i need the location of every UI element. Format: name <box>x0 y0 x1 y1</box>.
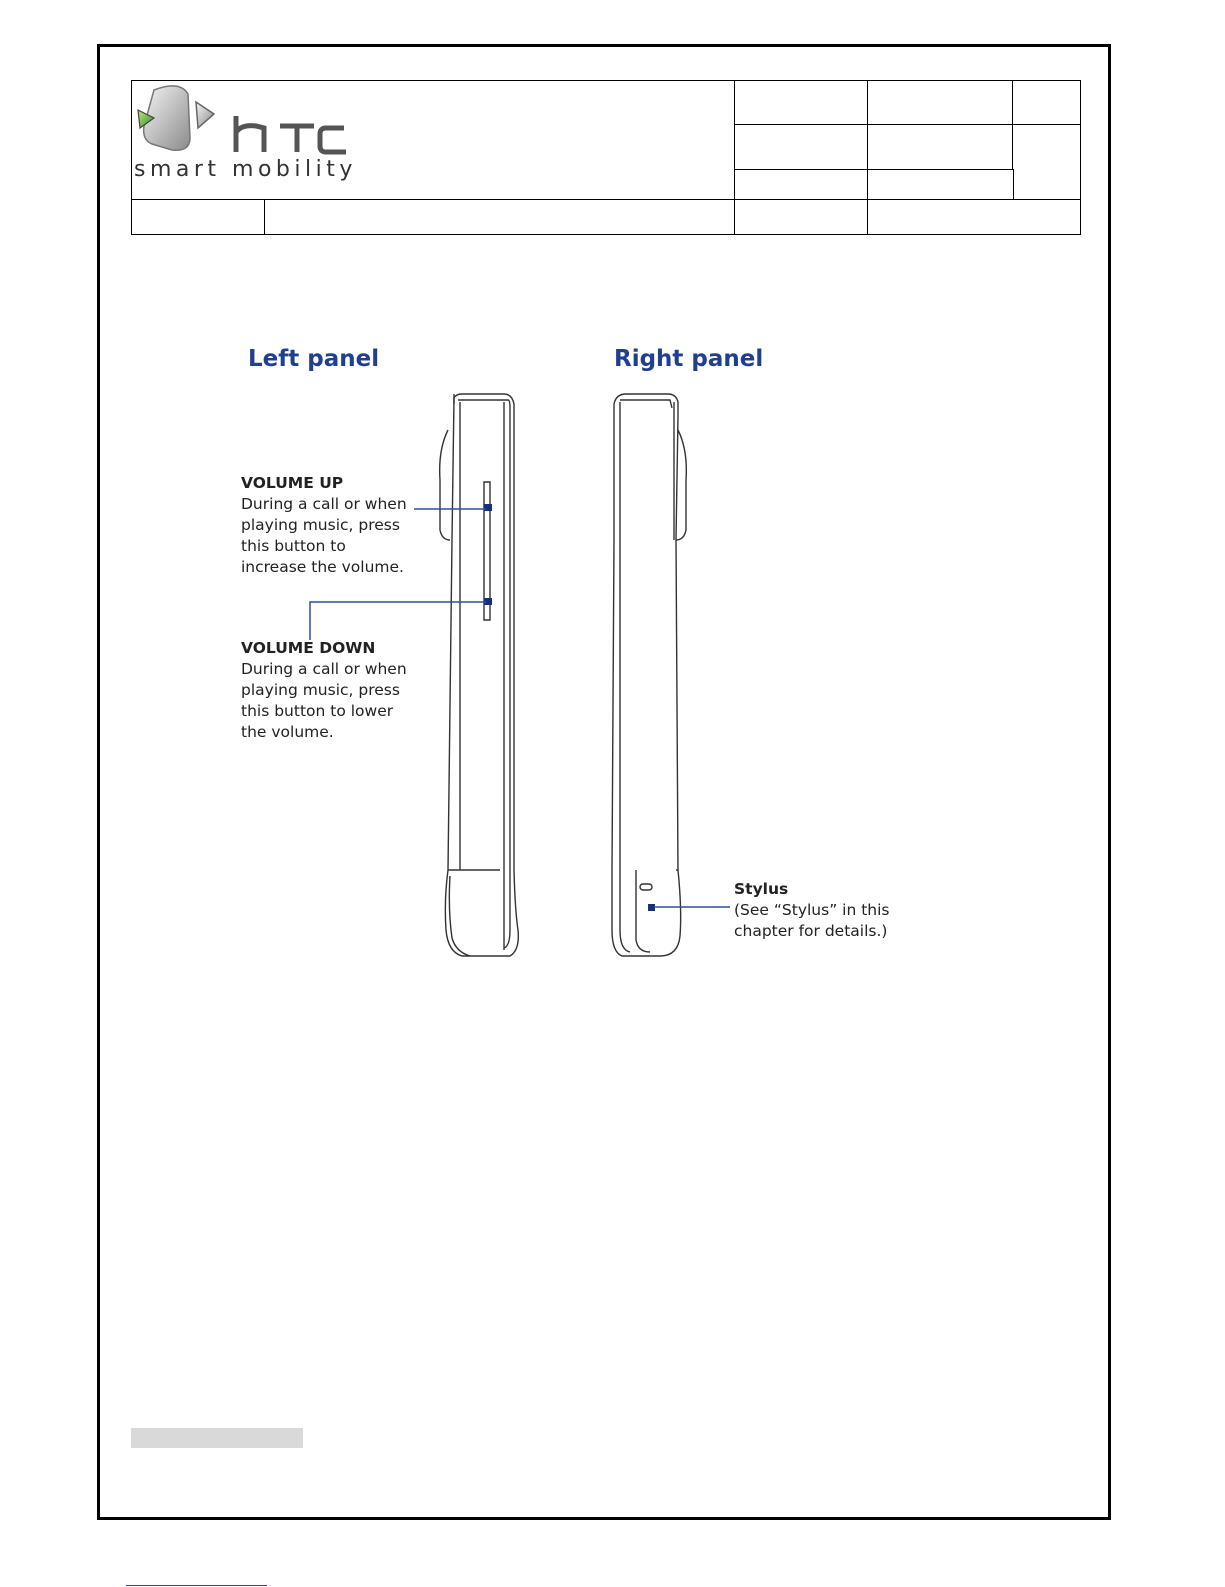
stylus-description: (See “Stylus” in this chapter for details.) <box>734 901 890 940</box>
right-panel-title: Right panel <box>614 346 764 372</box>
logo-tagline: smart mobility <box>134 157 357 182</box>
volume-down-callout <box>241 638 416 743</box>
footer-gray-bar <box>131 1428 303 1448</box>
stylus-title: Stylus <box>734 880 789 898</box>
volume-down-leader-line <box>310 602 486 640</box>
volume-down-title: VOLUME DOWN <box>241 639 376 657</box>
volume-up-description: During a call or when playing music, press this button to increase the volume. <box>241 495 407 576</box>
volume-down-description: During a call or when playing music, press this button to lower the volume. <box>241 660 407 741</box>
stylus-callout <box>734 879 894 942</box>
left-panel-title: Left panel <box>248 346 380 372</box>
volume-up-title: VOLUME UP <box>241 474 344 492</box>
volume-up-callout <box>241 473 416 578</box>
